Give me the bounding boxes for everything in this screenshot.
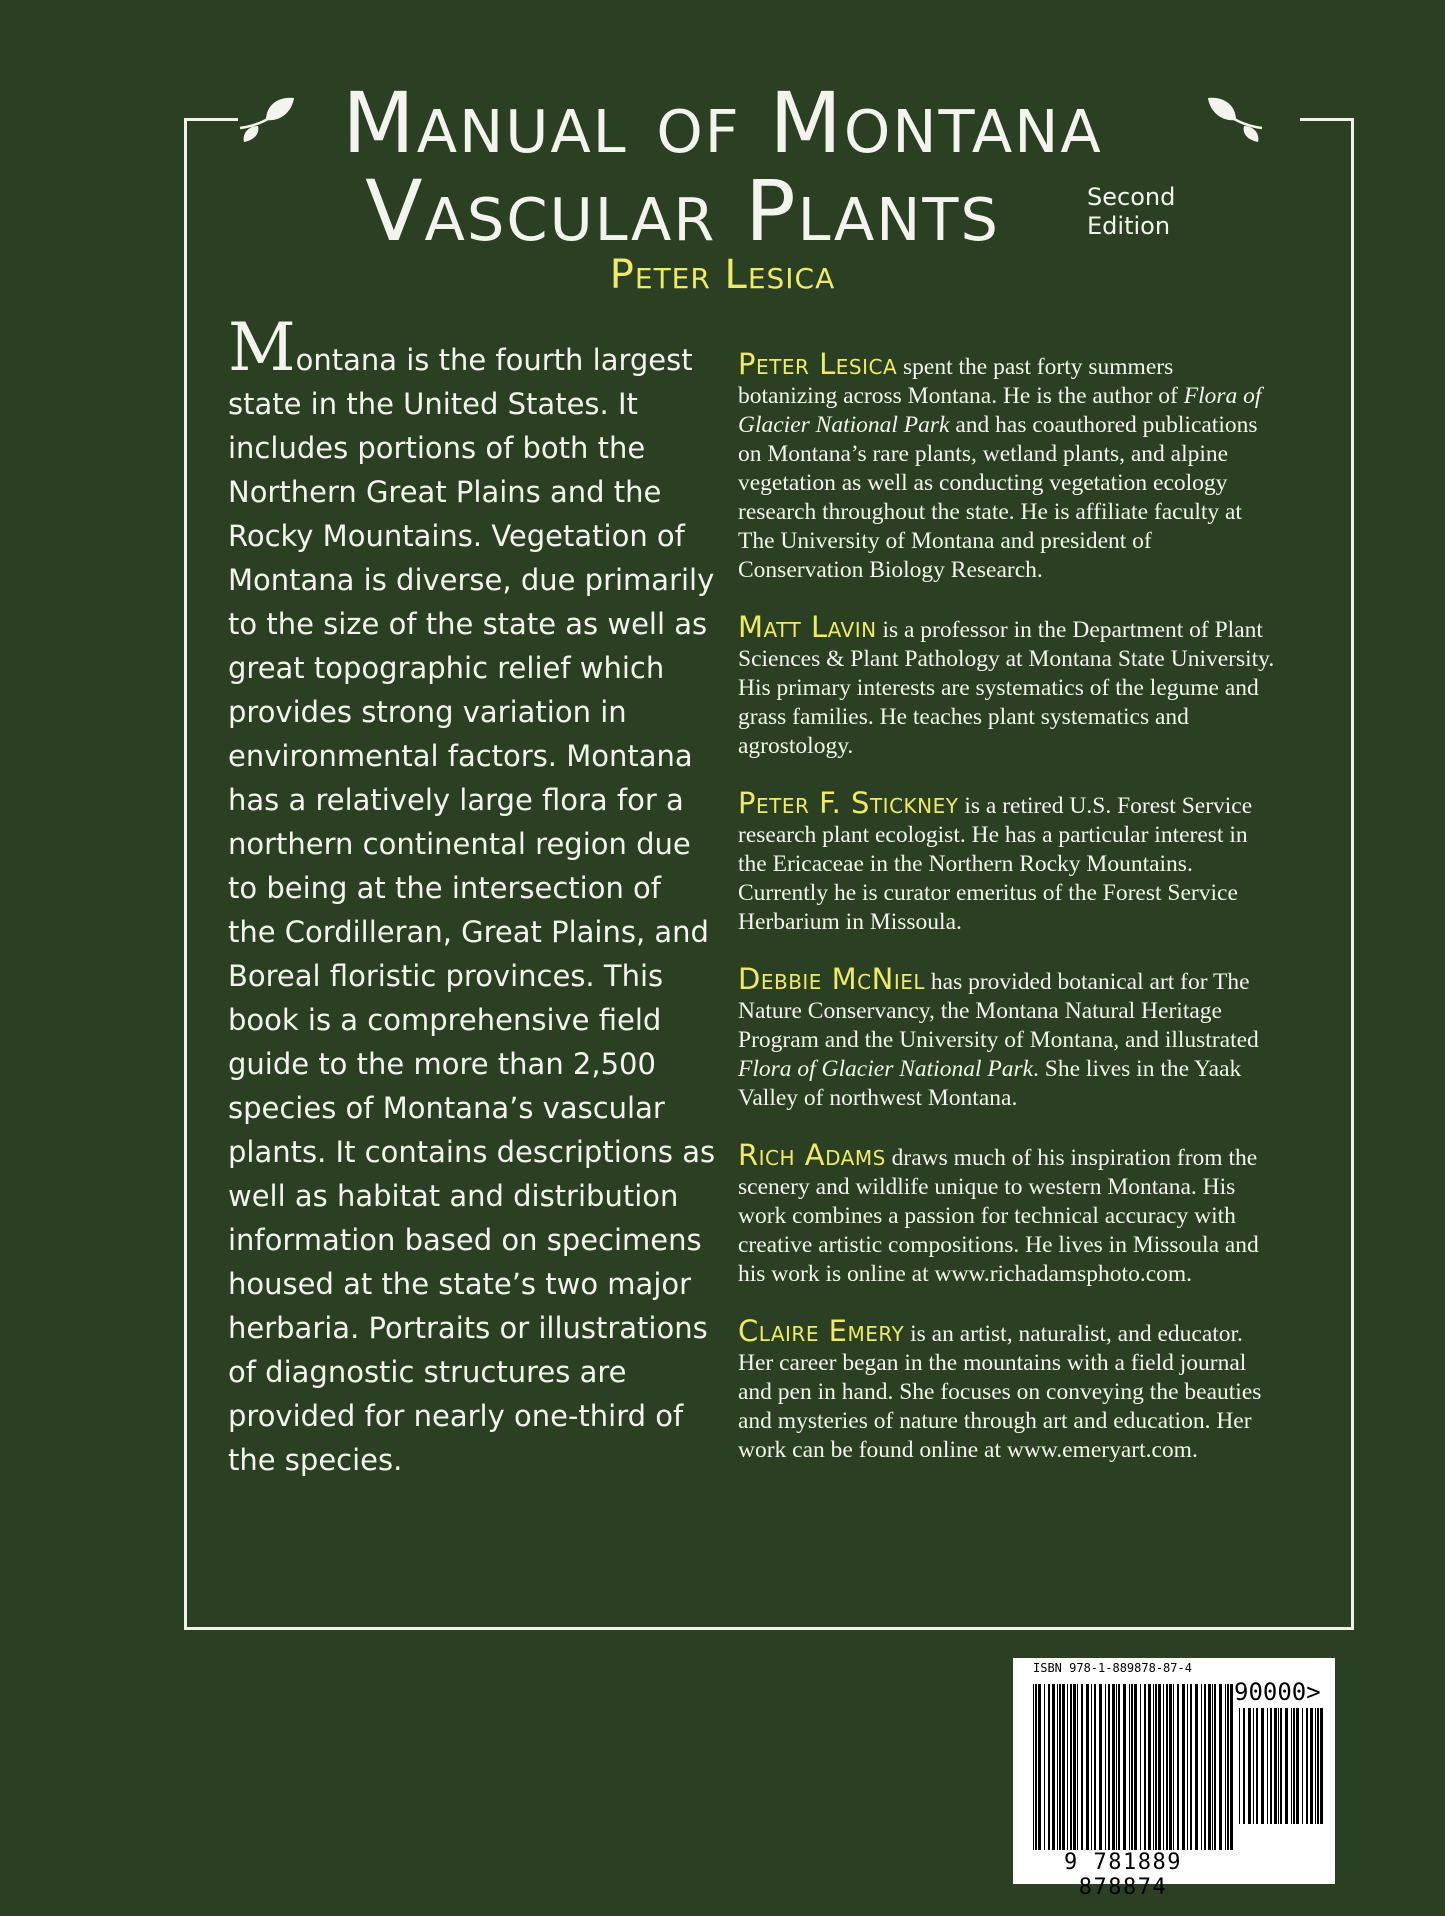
barcode-bar [1153, 1684, 1154, 1850]
barcode-bar [1099, 1684, 1102, 1850]
barcode-addon-bars [1239, 1708, 1325, 1874]
barcode-bar [1140, 1684, 1141, 1850]
barcode-bar [1182, 1684, 1185, 1850]
barcode-bar [1166, 1684, 1168, 1850]
bio-text: . She lives in the Yaak Valley of northwest Montana. [738, 1056, 1242, 1111]
bio-book-title: Flora of Glacier National Park [738, 1056, 1034, 1082]
barcode-bar [1306, 1708, 1308, 1824]
bio-text: and has coauthored publications on Montana’s rare plants, wetland plants, and alpine vegetation as well as conducting vegetation ecology research throughout the state. He is affiliate faculty at The University of Montana and president of Conservation Biology Research. [738, 412, 1258, 583]
barcode-bar [1163, 1684, 1164, 1850]
barcode-bar [1293, 1708, 1295, 1824]
drop-cap: M [228, 309, 296, 386]
bio-book-title: Flora of Glacier National Park [738, 383, 1262, 438]
bio-name: Peter Lesica [738, 347, 898, 381]
bio-text: is an artist, naturalist, and educator. Her career began in the mountains with a field journal and pen in hand. She focuses on conveying the beauties and mysteries of nature through art and education. Her work can be found online at www.emeryart.com. [738, 1321, 1262, 1463]
barcode-bar [1094, 1684, 1096, 1850]
barcode-bar [1044, 1684, 1045, 1850]
barcode-bar [1239, 1708, 1240, 1824]
bio-peter-lesica [738, 347, 1278, 585]
barcode-bar [1035, 1684, 1037, 1850]
barcode-bar [1204, 1684, 1206, 1850]
barcode-bar [1129, 1684, 1130, 1850]
barcode-bar [1052, 1684, 1055, 1850]
barcode-bar [1038, 1684, 1041, 1850]
barcode-bar [1123, 1684, 1126, 1850]
barcode-bar [1280, 1708, 1282, 1824]
barcode-bar [1267, 1708, 1268, 1824]
barcode-bar [1317, 1708, 1319, 1824]
barcode-bar [1270, 1708, 1272, 1824]
barcode-bar [1073, 1684, 1076, 1850]
barcode-bar [1214, 1684, 1216, 1850]
barcode-bar [1033, 1684, 1034, 1850]
barcode-bar [1169, 1684, 1172, 1850]
barcode-bar [1302, 1708, 1303, 1824]
barcode-bar [1208, 1684, 1211, 1850]
barcode-bar [1077, 1684, 1078, 1850]
barcode-bar [1173, 1684, 1174, 1850]
barcode-bar [1081, 1684, 1083, 1850]
barcode-bar [1091, 1684, 1092, 1850]
barcode-bar [1261, 1708, 1264, 1824]
barcode-bar [1118, 1684, 1120, 1850]
barcode-bar [1225, 1684, 1226, 1850]
barcode-bar [1190, 1684, 1192, 1850]
book-author: Peter Lesica [609, 252, 836, 298]
barcode-bar [1201, 1684, 1202, 1850]
barcode-bar [1108, 1684, 1110, 1850]
barcode-bar [1195, 1684, 1198, 1850]
barcode-bar [1131, 1684, 1133, 1850]
barcode-bar [1253, 1708, 1254, 1824]
barcode-bar [1177, 1684, 1179, 1850]
book-title-line-2: Vascular Plants [365, 162, 1000, 260]
bio-claire-emery [738, 1314, 1278, 1465]
isbn-barcode [1013, 1658, 1335, 1900]
book-title-line-1: Manual of Montana [342, 74, 1103, 172]
bio-text: spent the past forty summers botanizing across Montana. He is the author of [738, 354, 1184, 409]
edition-word-2: Edition [1087, 212, 1171, 240]
barcode-bar [1291, 1708, 1292, 1824]
barcode-bar [1086, 1684, 1089, 1850]
barcode-bar [1320, 1708, 1323, 1824]
bio-text: draws much of his inspiration from the scenery and wildlife unique to western Montana. His work combines a passion for technical accuracy with creative artistic compositions. He lives in Missoula and his work is online at www.richadamsphoto.com. [738, 1145, 1259, 1287]
barcode-bar [1285, 1708, 1288, 1824]
barcode-bar [1227, 1684, 1229, 1850]
bio-peter-stickney [738, 786, 1278, 937]
barcode-bar [1057, 1684, 1058, 1850]
barcode-bar [1187, 1684, 1188, 1850]
barcode-bar [1219, 1684, 1222, 1850]
barcode-bar [1310, 1708, 1313, 1824]
description-text: ontana is the fourth largest state in the United States. It includes portions of both the Northern Great Plains and the Rocky Mountains. Vegetation of Montana is diverse, due primarily to the size of the state as well as great topographic relief which provides strong variation in environmental factors. Montana has a relatively large flora for a northern continental region due to being at the intersection of the Cordilleran, Great Plains, and Boreal floristic provinces. This book is a comprehensive field guide to the more than 2,500 species of Montana’s vascular plants. It contains descriptions as well as habitat and distribution information based on specimens housed at the state’s two major herbaria. Portraits or illustrations of diagnostic structures are provided for nearly one-third of the species. [228, 343, 716, 1477]
bio-debbie-mcniel [738, 962, 1278, 1113]
bio-text: is a professor in the Department of Plant Sciences & Plant Pathology at Montana State University. His primary interests are systematics of the legume and grass families. He teaches plant systematics and agrostology. [738, 617, 1275, 759]
barcode-bar [1278, 1708, 1279, 1824]
edition-label [1087, 183, 1175, 241]
bio-name: Peter F. Stickney [738, 786, 959, 820]
barcode-bar [1274, 1708, 1277, 1824]
bio-rich-adams [738, 1138, 1278, 1289]
contributor-bios [738, 347, 1278, 1493]
edition-word-1: Second [1087, 183, 1176, 211]
barcode-bar [1134, 1684, 1137, 1850]
barcode-bar [1070, 1684, 1072, 1850]
barcode-bar [1067, 1684, 1068, 1850]
bio-text: has provided botanical art for The Nature Conservancy, the Montana Natural Heritage Program and the University of Montana, and illustrated [738, 969, 1259, 1053]
book-description [228, 309, 716, 1482]
barcode-bar [1116, 1684, 1117, 1850]
barcode-bars [1033, 1684, 1233, 1850]
barcode-bar [1048, 1684, 1050, 1850]
barcode-bar [1062, 1684, 1065, 1850]
barcode-bar [1248, 1708, 1251, 1824]
barcode-bar [1230, 1684, 1233, 1850]
barcode-bar [1155, 1684, 1157, 1850]
barcode-bar [1112, 1684, 1115, 1850]
barcode-bar [1315, 1708, 1316, 1824]
barcode-bar [1212, 1684, 1213, 1850]
bio-text: is a retired U.S. Forest Service research plant ecologist. He has a particular interest in the Ericaceae in the Northern Rocky Mountains. Currently he is curator emeritus of the Forest Service Herbarium in Missoula. [738, 793, 1253, 935]
barcode-bar [1158, 1684, 1161, 1850]
barcode-bar [1144, 1684, 1146, 1850]
bio-name: Rich Adams [738, 1138, 886, 1172]
barcode-bar [1105, 1684, 1106, 1850]
barcode-bar [1243, 1708, 1245, 1824]
isbn-label: ISBN 978-1-889878-87-4 [1033, 1661, 1192, 1675]
barcode-bar [1256, 1708, 1258, 1824]
bio-matt-lavin [738, 610, 1278, 761]
bio-name: Claire Emery [738, 1314, 905, 1348]
price-code: 90000> [1234, 1678, 1321, 1706]
barcode-bar [1148, 1684, 1151, 1850]
barcode-bar [1059, 1684, 1061, 1850]
bio-name: Matt Lavin [738, 610, 877, 644]
barcode-bar [1296, 1708, 1299, 1824]
isbn-digits: 9 781889 878874 [1064, 1850, 1182, 1900]
bio-name: Debbie McNiel [738, 962, 926, 996]
